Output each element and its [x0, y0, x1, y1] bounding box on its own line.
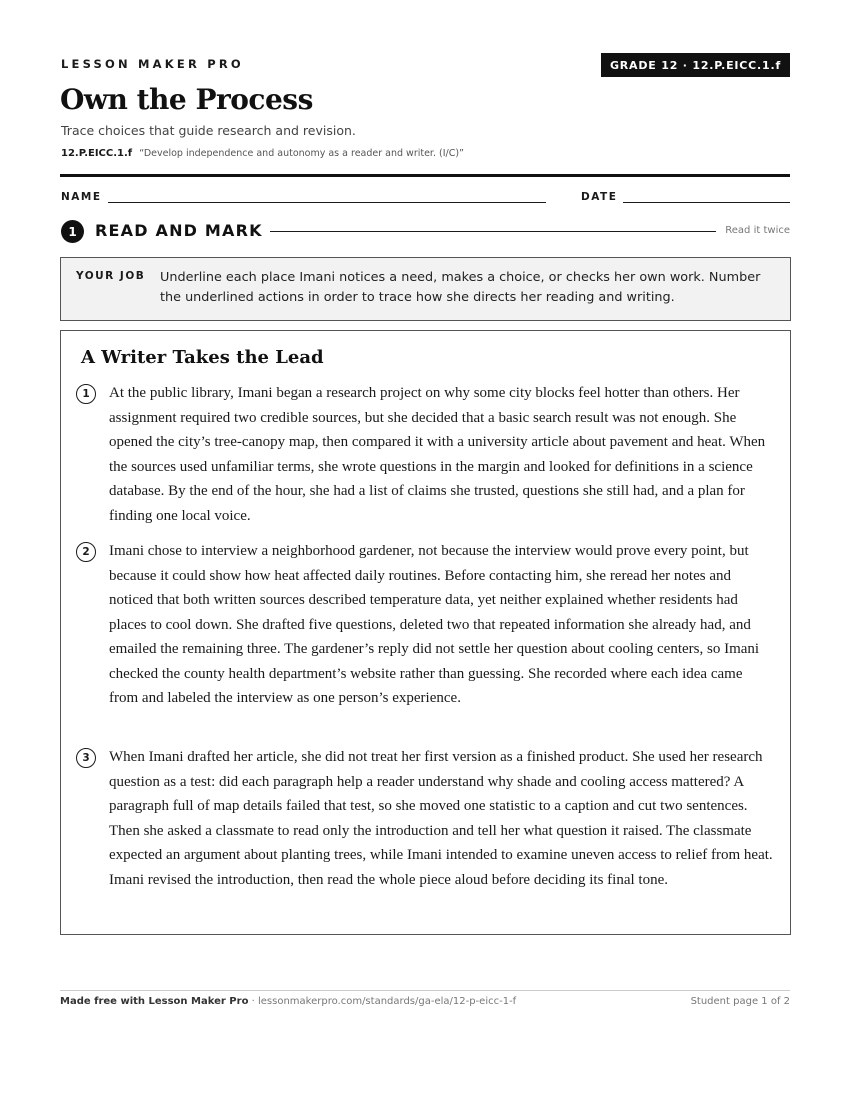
passage-box	[60, 330, 791, 935]
date-field[interactable]	[623, 202, 790, 203]
section-rule	[270, 231, 716, 232]
name-field[interactable]	[108, 202, 546, 203]
paragraph-number: 2	[76, 542, 96, 562]
standard-code: 12.P.EICC.1.f	[61, 148, 133, 159]
footer-credit	[60, 996, 516, 1007]
paragraph-number: 1	[76, 384, 96, 404]
passage-paragraph: Imani chose to interview a neighborhood gardener, not because the interview would prove every point, but because it could show how heat affected daily routines. Before contacting him, she reread her notes and noticed that both written sources described temperature data, yet neither explained whether residents had places to cool down. She drafted five questions, deleted two that repeated information she already had, and emailed the remaining three. The gardener’s reply did not settle her question about cooling centers, so Imani checked the county health department’s website rather than guessing. She recorded where each idea came from and labeled the interview as one person’s experience.	[109, 543, 760, 706]
brand-name: LESSON MAKER PRO	[61, 57, 244, 71]
job-label: YOUR JOB	[76, 270, 146, 282]
footer-page-number: Student page 1 of 2	[690, 996, 790, 1007]
date-label: DATE	[581, 191, 618, 203]
job-box	[60, 257, 791, 321]
header-divider	[60, 174, 790, 177]
section-number: 1	[61, 220, 84, 243]
standard-line	[61, 148, 464, 159]
passage-title: A Writer Takes the Lead	[81, 347, 324, 368]
standard-text: “Develop independence and autonomy as a reader and writer. (I/C)”	[139, 148, 464, 159]
passage-paragraph: When Imani drafted her article, she did not treat her first version as a finished product. She used her research question as a test: did each paragraph help a reader understand why shade and cooling access mattered? A paragraph full of map details failed that test, so she moved one statistic to a caption and cut two sentences. Then she asked a classmate to read only the introduction and tell her what question it raised. The classmate expected an argument about planting trees, while Imani intended to examine uneven access to relief from heat. Imani revised the introduction, then read the whole piece aloud before deciding its final tone.	[109, 749, 773, 888]
section-note: Read it twice	[725, 225, 790, 236]
paragraph-number: 3	[76, 748, 96, 768]
page-title: Own the Process	[60, 83, 313, 116]
footer-url[interactable]: · lessonmakerpro.com/standards/ga-ela/12-p-eicc-1-f	[248, 996, 517, 1007]
section-title: READ AND MARK	[95, 221, 263, 240]
name-label: NAME	[61, 191, 102, 203]
job-instructions: Underline each place Imani notices a need, makes a choice, or checks her own work. Number the underlined actions in order to trace how she directs her reading and writing.	[160, 270, 761, 305]
grade-badge: GRADE 12 · 12.P.EICC.1.f	[601, 53, 790, 77]
footer-divider	[60, 990, 790, 991]
passage-paragraph: At the public library, Imani began a research project on why some city blocks feel hotter than others. Her assignment required two credible sources, but she decided that a basic search result was not enough. She opened the city’s tree-canopy map, then compared it with a university article about pavement and heat. When the sources used unfamiliar terms, she wrote questions in the margin and looked for definitions in a science database. By the end of the hour, she had a list of claims she trusted, questions she still had, and a plan for finding one local voice.	[109, 385, 766, 524]
footer-made-with: Made free with Lesson Maker Pro	[60, 996, 249, 1007]
page-subtitle: Trace choices that guide research and revision.	[61, 123, 356, 138]
